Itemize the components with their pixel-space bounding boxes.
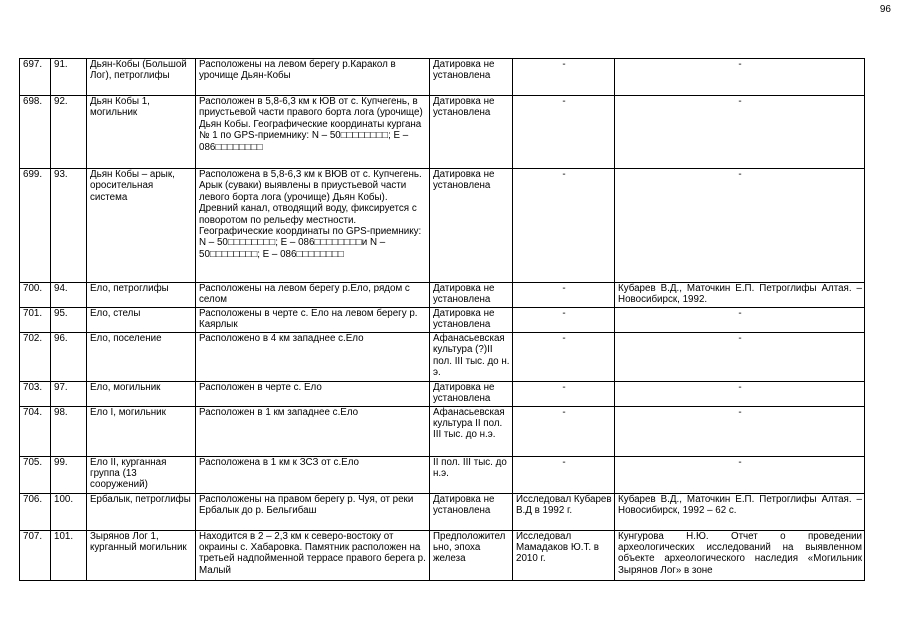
research-info: Исследовал Мамадаков Ю.Т. в 2010 г. bbox=[513, 530, 615, 580]
literature-ref: - bbox=[615, 96, 865, 169]
research-info: - bbox=[513, 332, 615, 381]
row-number: 700. bbox=[20, 283, 51, 308]
research-info: - bbox=[513, 169, 615, 283]
page-number: 96 bbox=[879, 4, 891, 15]
site-dating: Датировка не установлена bbox=[430, 307, 513, 332]
site-name: Ербалык, петроглифы bbox=[87, 493, 196, 530]
research-info: - bbox=[513, 406, 615, 456]
table-row bbox=[20, 406, 865, 456]
site-dating: Датировка не установлена bbox=[430, 381, 513, 406]
sub-number: 93. bbox=[51, 169, 87, 283]
site-location: Расположен в 1 км западнее с.Ело bbox=[196, 406, 430, 456]
literature-ref: - bbox=[615, 307, 865, 332]
site-location: Находится в 2 – 2,3 км к северо-востоку от окраины с. Хабаровка. Памятник расположен на третьей надпойменной террасе правого берега р. Малый bbox=[196, 530, 430, 580]
table-row bbox=[20, 283, 865, 308]
row-number: 701. bbox=[20, 307, 51, 332]
sub-number: 100. bbox=[51, 493, 87, 530]
literature-ref: Кунгурова Н.Ю. Отчет о проведении археологических исследований на выявленном объекте археологического наследия «Могильник Зырянов Лог» в зоне bbox=[615, 530, 865, 580]
site-dating: Афанасьевская культура II пол. III тыс. до н.э. bbox=[430, 406, 513, 456]
sub-number: 99. bbox=[51, 456, 87, 493]
site-name: Дьян-Кобы (Большой Лог), петроглифы bbox=[87, 59, 196, 96]
site-dating: Датировка не установлена bbox=[430, 96, 513, 169]
table-row bbox=[20, 307, 865, 332]
site-name: Дьян Кобы – арык, оросительная система bbox=[87, 169, 196, 283]
research-info: - bbox=[513, 283, 615, 308]
site-dating: II пол. III тыс. до н.э. bbox=[430, 456, 513, 493]
site-location: Расположена в 1 км к ЗСЗ от с.Ело bbox=[196, 456, 430, 493]
table-row bbox=[20, 332, 865, 381]
research-info: - bbox=[513, 96, 615, 169]
row-number: 703. bbox=[20, 381, 51, 406]
row-number: 699. bbox=[20, 169, 51, 283]
table-row bbox=[20, 530, 865, 580]
literature-ref: - bbox=[615, 381, 865, 406]
sub-number: 92. bbox=[51, 96, 87, 169]
row-number: 702. bbox=[20, 332, 51, 381]
site-name: Ело I, могильник bbox=[87, 406, 196, 456]
literature-ref: Кубарев В.Д., Маточкин Е.П. Петроглифы Алтая. – Новосибирск, 1992. bbox=[615, 283, 865, 308]
literature-ref: - bbox=[615, 169, 865, 283]
research-info: - bbox=[513, 307, 615, 332]
site-location: Расположены на правом берегу р. Чуя, от реки Ербалык до р. Бельгибаш bbox=[196, 493, 430, 530]
site-location: Расположена в 5,8-6,3 км к ВЮВ от с. Купчегень. Арык (суваки) выявлены в приустьевой части левого борта лога (урочище) Дьян Кобы). Древний канал, отводящий воду, фиксируется с поворотом по рельефу местности. Географические координаты по GPS-приемнику: N – 50□□□□□□□□; E – 086□□□□□□□□и N – 50□□□□□□□□; E – 086□□□□□□□□ bbox=[196, 169, 430, 283]
site-dating: Датировка не установлена bbox=[430, 493, 513, 530]
literature-ref: - bbox=[615, 332, 865, 381]
site-name: Зырянов Лог 1, курганный могильник bbox=[87, 530, 196, 580]
site-name: Ело, могильник bbox=[87, 381, 196, 406]
research-info: - bbox=[513, 456, 615, 493]
research-info: Исследовал Кубарев В.Д в 1992 г. bbox=[513, 493, 615, 530]
table-row bbox=[20, 169, 865, 283]
site-name: Ело II, курганная группа (13 сооружений) bbox=[87, 456, 196, 493]
research-info: - bbox=[513, 381, 615, 406]
sub-number: 95. bbox=[51, 307, 87, 332]
literature-ref: - bbox=[615, 456, 865, 493]
sub-number: 98. bbox=[51, 406, 87, 456]
research-info: - bbox=[513, 59, 615, 96]
row-number: 697. bbox=[20, 59, 51, 96]
row-number: 705. bbox=[20, 456, 51, 493]
sub-number: 91. bbox=[51, 59, 87, 96]
site-dating: Датировка не установлена bbox=[430, 283, 513, 308]
site-location: Расположено в 4 км западнее с.Ело bbox=[196, 332, 430, 381]
table-row bbox=[20, 381, 865, 406]
site-location: Расположены в черте с. Ело на левом берегу р. Каярлык bbox=[196, 307, 430, 332]
site-dating: Датировка не установлена bbox=[430, 169, 513, 283]
sub-number: 97. bbox=[51, 381, 87, 406]
site-location: Расположены на левом берегу р.Каракол в урочище Дьян-Кобы bbox=[196, 59, 430, 96]
site-name: Дьян Кобы 1, могильник bbox=[87, 96, 196, 169]
site-name: Ело, поселение bbox=[87, 332, 196, 381]
literature-ref: - bbox=[615, 59, 865, 96]
sub-number: 96. bbox=[51, 332, 87, 381]
sub-number: 101. bbox=[51, 530, 87, 580]
row-number: 706. bbox=[20, 493, 51, 530]
row-number: 698. bbox=[20, 96, 51, 169]
site-name: Ело, стелы bbox=[87, 307, 196, 332]
row-number: 704. bbox=[20, 406, 51, 456]
table-row bbox=[20, 456, 865, 493]
table-row bbox=[20, 493, 865, 530]
site-dating: Афанасьевская культура (?)II пол. III тыс. до н. э. bbox=[430, 332, 513, 381]
table-row bbox=[20, 96, 865, 169]
site-dating: Предположительно, эпоха железа bbox=[430, 530, 513, 580]
site-name: Ело, петроглифы bbox=[87, 283, 196, 308]
site-dating: Датировка не установлена bbox=[430, 59, 513, 96]
site-location: Расположен в черте с. Ело bbox=[196, 381, 430, 406]
table-row bbox=[20, 59, 865, 96]
literature-ref: Кубарев В.Д., Маточкин Е.П. Петроглифы Алтая. – Новосибирск, 1992 – 62 с. bbox=[615, 493, 865, 530]
site-location: Расположены на левом берегу р.Ело, рядом с селом bbox=[196, 283, 430, 308]
site-location: Расположен в 5,8-6,3 км к ЮВ от с. Купчегень, в приустьевой части правого борта лога (урочище) Дьян Кобы. Географические координаты кургана № 1 по GPS-приемнику: N – 50□□□□□□□□; E – 086□□□□□□□□ bbox=[196, 96, 430, 169]
literature-ref: - bbox=[615, 406, 865, 456]
sub-number: 94. bbox=[51, 283, 87, 308]
heritage-registry-table bbox=[19, 58, 865, 581]
row-number: 707. bbox=[20, 530, 51, 580]
